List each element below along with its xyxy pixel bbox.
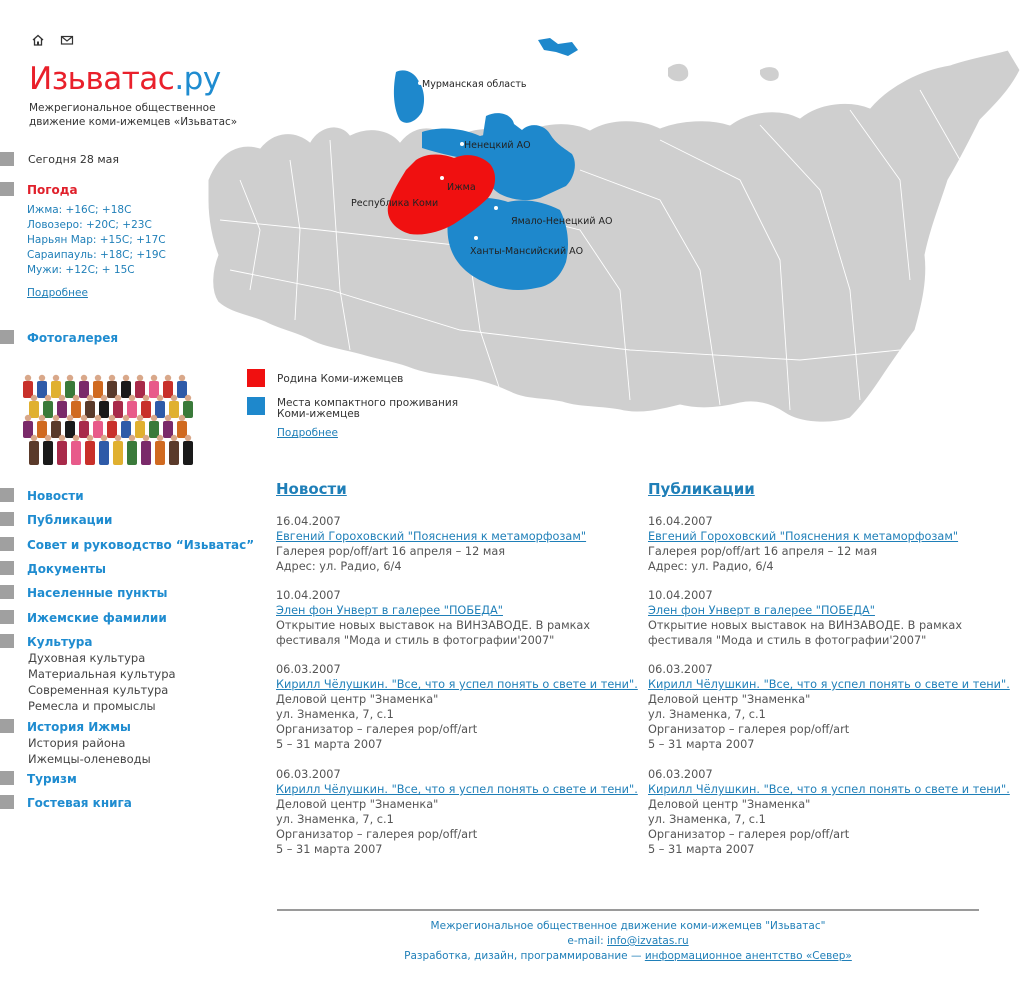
entry-text-line: ул. Знаменка, 7, с.1 bbox=[648, 708, 766, 721]
news-entry bbox=[648, 514, 958, 574]
entry-text-line: 5 – 31 марта 2007 bbox=[276, 843, 383, 856]
submenu-culture-item[interactable]: Духовная культура bbox=[28, 651, 146, 665]
russia-map[interactable] bbox=[200, 30, 1024, 450]
bullet-square bbox=[0, 182, 14, 196]
weather-row: Ижма: +16С; +18С bbox=[27, 204, 132, 216]
legend-compact-label-line1: Места компактного проживания bbox=[277, 397, 459, 409]
news-entry bbox=[648, 588, 962, 648]
submenu-culture-item[interactable]: Современная культура bbox=[28, 683, 169, 697]
menu-guestbook[interactable]: Гостевая книга bbox=[27, 796, 132, 810]
footer-credits-row bbox=[277, 950, 979, 962]
entry-text-line: 5 – 31 марта 2007 bbox=[648, 843, 755, 856]
news-entry bbox=[648, 662, 1010, 752]
entry-text-line: Организатор – галерея pop/off/art bbox=[276, 723, 478, 736]
bullet-square bbox=[0, 512, 14, 526]
entry-text-line: фестиваля "Мода и стиль в фотографии'2007" bbox=[276, 634, 555, 647]
entry-link[interactable]: Кирилл Чёлушкин. "Все, что я успел понять о свете и тени". bbox=[648, 678, 1010, 691]
bullet-square bbox=[0, 719, 14, 733]
entry-text-line: Организатор – галерея pop/off/art bbox=[276, 828, 478, 841]
legend-compact-swatch bbox=[247, 397, 265, 415]
footer-credits: Разработка, дизайн, программирование — bbox=[404, 950, 642, 962]
logo-part2: ру bbox=[183, 61, 221, 97]
logo-dot: . bbox=[174, 61, 184, 97]
map-land bbox=[208, 50, 1020, 422]
entry-text-line: Организатор – галерея pop/off/art bbox=[648, 723, 850, 736]
site-tagline: Межрегиональное общественное движение коми-ижемцев «Изьватас» bbox=[29, 102, 238, 128]
bullet-square bbox=[0, 585, 14, 599]
entry-text-line: Деловой центр "Знаменка" bbox=[648, 798, 811, 811]
entry-text-line: Деловой центр "Знаменка" bbox=[648, 693, 811, 706]
home-icon[interactable] bbox=[31, 33, 45, 47]
entry-date: 10.04.2007 bbox=[276, 589, 341, 602]
menu-surnames[interactable]: Ижемские фамилии bbox=[27, 611, 167, 625]
publications-title[interactable]: Публикации bbox=[648, 480, 755, 498]
footer-agency-link[interactable]: информационное анентство «Север» bbox=[644, 950, 852, 962]
legend-homeland-swatch bbox=[247, 369, 265, 387]
entry-text-line: ул. Знаменка, 7, с.1 bbox=[276, 813, 394, 826]
entry-text-line: Деловой центр "Знаменка" bbox=[276, 693, 439, 706]
site-logo[interactable] bbox=[29, 60, 221, 98]
entry-date: 16.04.2007 bbox=[276, 515, 341, 528]
entry-text-line: Открытие новых выставок на ВИНЗАВОДЕ. В рамках bbox=[276, 619, 591, 632]
weather-title: Погода bbox=[27, 183, 78, 197]
menu-history[interactable]: История Ижмы bbox=[27, 720, 131, 734]
map-label-khanty: Ханты-Мансийский АО bbox=[470, 246, 584, 257]
weather-row: Мужи: +12С; + 15С bbox=[27, 264, 135, 276]
entry-text-line: Организатор – галерея pop/off/art bbox=[648, 828, 850, 841]
bullet-square bbox=[0, 795, 14, 809]
footer-org: Межрегиональное общественное движение коми-ижемцев "Изьватас" bbox=[430, 920, 826, 932]
bullet-square bbox=[0, 561, 14, 575]
bullet-square bbox=[0, 152, 14, 166]
entry-link[interactable]: Евгений Гороховский "Пояснения к метаморфозам" bbox=[276, 530, 587, 543]
today-date: Сегодня 28 мая bbox=[28, 153, 120, 166]
entry-date: 06.03.2007 bbox=[648, 768, 713, 781]
map-island bbox=[760, 67, 779, 81]
entry-text-line: Адрес: ул. Радио, 6/4 bbox=[276, 560, 402, 573]
entry-date: 06.03.2007 bbox=[276, 663, 341, 676]
map-label-murmansk: Мурманская область bbox=[422, 79, 527, 90]
submenu-history-item[interactable]: История района bbox=[28, 736, 126, 750]
footer-email-row bbox=[277, 935, 979, 947]
entry-text-line: ул. Знаменка, 7, с.1 bbox=[648, 813, 766, 826]
bullet-square bbox=[0, 610, 14, 624]
entry-text-line: Галерея pop/off/art 16 апреля – 12 мая bbox=[648, 545, 878, 558]
entry-date: 10.04.2007 bbox=[648, 589, 713, 602]
map-island bbox=[668, 64, 688, 81]
entry-text-line: Деловой центр "Знаменка" bbox=[276, 798, 439, 811]
entry-link[interactable]: Кирилл Чёлушкин. "Все, что я успел понять о свете и тени". bbox=[276, 678, 638, 691]
bullet-square bbox=[0, 537, 14, 551]
mail-icon[interactable] bbox=[60, 33, 74, 47]
entry-text-line: 5 – 31 марта 2007 bbox=[276, 738, 383, 751]
footer-email-label: e-mail: bbox=[567, 935, 604, 947]
map-region-murmansk bbox=[394, 70, 424, 122]
bullet-square bbox=[0, 488, 14, 502]
entry-date: 06.03.2007 bbox=[648, 663, 713, 676]
map-label-nenets: Ненецкий АО bbox=[464, 140, 531, 151]
entry-link[interactable]: Евгений Гороховский "Пояснения к метаморфозам" bbox=[648, 530, 959, 543]
bullet-square bbox=[0, 771, 14, 785]
news-entry bbox=[276, 514, 586, 574]
menu-documents[interactable]: Документы bbox=[27, 562, 106, 576]
footer-email-link[interactable]: info@izvatas.ru bbox=[607, 935, 689, 947]
news-entry bbox=[276, 588, 590, 648]
news-entry bbox=[648, 767, 1010, 857]
news-entry bbox=[276, 662, 638, 752]
logo-part1: Изьватас bbox=[29, 61, 175, 97]
weather-more-link[interactable]: Подробнее bbox=[27, 287, 88, 299]
entry-date: 16.04.2007 bbox=[648, 515, 713, 528]
gallery-link[interactable]: Фотогалерея bbox=[27, 331, 119, 345]
submenu-culture-item[interactable]: Ремесла и промыслы bbox=[28, 699, 156, 713]
entry-link[interactable]: Кирилл Чёлушкин. "Все, что я успел понять о свете и тени". bbox=[276, 783, 638, 796]
entry-text-line: Открытие новых выставок на ВИНЗАВОДЕ. В рамках bbox=[648, 619, 963, 632]
map-label-komi: Республика Коми bbox=[351, 198, 439, 209]
news-title[interactable]: Новости bbox=[276, 480, 347, 498]
weather-row: Нарьян Мар: +15С; +17С bbox=[27, 234, 166, 246]
map-island bbox=[538, 38, 578, 56]
map-label-izhma: Ижма bbox=[447, 182, 476, 193]
menu-publications[interactable]: Публикации bbox=[27, 513, 113, 527]
news-entry bbox=[276, 767, 638, 857]
entry-link[interactable]: Кирилл Чёлушкин. "Все, что я успел понять о свете и тени". bbox=[648, 783, 1010, 796]
legend-more-link[interactable]: Подробнее bbox=[277, 427, 338, 439]
bullet-square bbox=[0, 634, 14, 648]
legend-homeland-label: Родина Коми-ижемцев bbox=[277, 373, 404, 385]
entry-link[interactable]: Элен фон Унверт в галерее "ПОБЕДА" bbox=[276, 604, 503, 617]
entry-link[interactable]: Элен фон Унверт в галерее "ПОБЕДА" bbox=[648, 604, 875, 617]
menu-settlements[interactable]: Населенные пункты bbox=[27, 586, 168, 600]
gallery-photo[interactable] bbox=[18, 364, 202, 472]
entry-date: 06.03.2007 bbox=[276, 768, 341, 781]
submenu-history-item[interactable]: Ижемцы-оленеводы bbox=[28, 752, 151, 766]
footer-divider bbox=[277, 909, 979, 911]
submenu-culture-item[interactable]: Материальная культура bbox=[28, 667, 176, 681]
weather-row: Ловозеро: +20С; +23С bbox=[27, 219, 152, 231]
entry-text-line: Адрес: ул. Радио, 6/4 bbox=[648, 560, 774, 573]
legend-compact-label-line2: Коми-ижемцев bbox=[277, 408, 360, 420]
weather-row: Сараипауль: +18С; +19С bbox=[27, 249, 166, 261]
menu-culture[interactable]: Культура bbox=[27, 635, 93, 649]
bullet-square bbox=[0, 330, 14, 344]
entry-text-line: Галерея pop/off/art 16 апреля – 12 мая bbox=[276, 545, 506, 558]
menu-tourism[interactable]: Туризм bbox=[27, 772, 77, 786]
entry-text-line: фестиваля "Мода и стиль в фотографии'2007" bbox=[648, 634, 927, 647]
entry-text-line: ул. Знаменка, 7, с.1 bbox=[276, 708, 394, 721]
map-label-yamal: Ямало-Ненецкий АО bbox=[511, 216, 613, 227]
menu-council[interactable]: Совет и руководство “Изьватас” bbox=[27, 538, 255, 552]
entry-text-line: 5 – 31 марта 2007 bbox=[648, 738, 755, 751]
menu-news[interactable]: Новости bbox=[27, 489, 84, 503]
